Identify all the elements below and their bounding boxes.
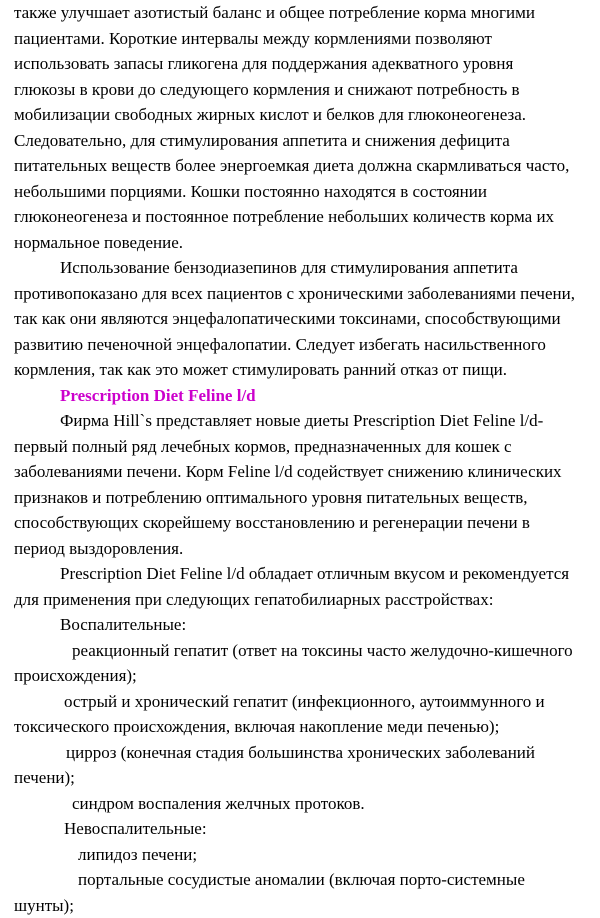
text-line: период выздоровления. [14, 536, 594, 562]
text-line: способствующих скорейшему восстановлению и регенерации печени в [14, 510, 594, 536]
paragraph-start-line: Фирма Hill`s представляет новые диеты Prescription Diet Feline l/d- [14, 408, 594, 434]
text-line: признаков и потреблению оптимального уровня питательных веществ, [14, 485, 594, 511]
list-item-continuation: печени); [14, 765, 594, 791]
list-item-line: липидоз печени; [14, 842, 594, 868]
list-item-continuation: токсического происхождения, включая накопление меди печенью); [14, 714, 594, 740]
text-line: также улучшает азотистый баланс и общее потребление корма многими [14, 0, 594, 26]
list-item-line: реакционный гепатит (ответ на токсины часто желудочно-кишечного [14, 638, 594, 664]
text-line: развитию печеночной энцефалопатии. Следует избегать насильственного [14, 332, 594, 358]
text-line: глюконеогенеза и постоянное потребление небольших количеств корма их [14, 204, 594, 230]
list-item-line: портальные сосудистые аномалии (включая порто-системные [14, 867, 594, 893]
text-line: питательных веществ более энергоемкая диета должна скармливаться часто, [14, 153, 594, 179]
text-line: заболеваниями печени. Корм Feline l/d содействует снижению клинических [14, 459, 594, 485]
text-line: небольшими порциями. Кошки постоянно находятся в состоянии [14, 179, 594, 205]
text-line: глюкозы в крови до следующего кормления и снижают потребность в [14, 77, 594, 103]
list-item-continuation: происхождения); [14, 663, 594, 689]
list-item-line: синдром воспаления желчных протоков. [14, 791, 594, 817]
text-line: использовать запасы гликогена для поддержания адекватного уровня [14, 51, 594, 77]
paragraph-start-line: Использование бензодиазепинов для стимулирования аппетита [14, 255, 594, 281]
document-page [14, 0, 594, 918]
text-line: Следовательно, для стимулирования аппетита и снижения дефицита [14, 128, 594, 154]
list-group-heading: Воспалительные: [14, 612, 594, 638]
list-item-line: острый и хронический гепатит (инфекционного, аутоиммунного и [14, 689, 594, 715]
list-item-continuation: шунты); [14, 893, 594, 918]
text-line: мобилизации свободных жирных кислот и белков для глюконеогенеза. [14, 102, 594, 128]
text-line: для применения при следующих гепатобилиарных расстройствах: [14, 587, 594, 613]
list-item-line: цирроз (конечная стадия большинства хронических заболеваний [14, 740, 594, 766]
paragraph-start-line: Prescription Diet Feline l/d обладает отличным вкусом и рекомендуется [14, 561, 594, 587]
section-heading: Prescription Diet Feline l/d [14, 383, 594, 409]
text-line: нормальное поведение. [14, 230, 594, 256]
text-line: так как они являются энцефалопатическими токсинами, способствующими [14, 306, 594, 332]
list-group-heading: Невоспалительные: [14, 816, 594, 842]
text-line: первый полный ряд лечебных кормов, предназначенных для кошек с [14, 434, 594, 460]
text-line: пациентами. Короткие интервалы между кормлениями позволяют [14, 26, 594, 52]
text-line: противопоказано для всех пациентов с хроническими заболеваниями печени, [14, 281, 594, 307]
text-line: кормления, так как это может стимулировать ранний отказ от пищи. [14, 357, 594, 383]
